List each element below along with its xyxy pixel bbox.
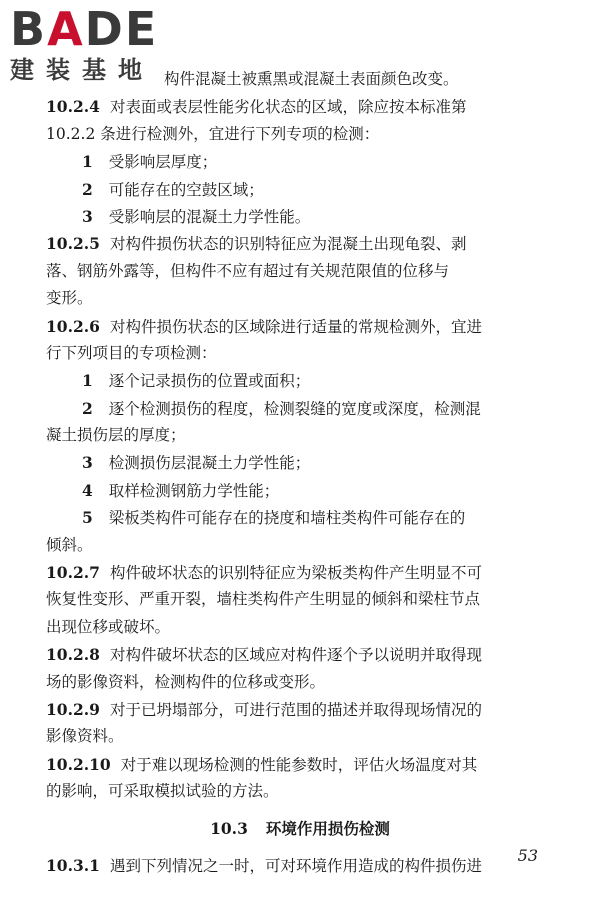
logo-brand-a: A bbox=[47, 2, 85, 56]
section-number: 10.3 bbox=[210, 818, 248, 838]
clause-number: 10.2.6 bbox=[46, 316, 100, 336]
list-item-continuation: 凝土损伤层的厚度； bbox=[46, 426, 186, 445]
clause-text: 对于难以现场检测的性能参数时，评估火场温度对其 bbox=[120, 755, 478, 774]
logo-subtitle: 建装基地 bbox=[10, 56, 154, 84]
item-text: 逐个检测损伤的程度，检测裂缝的宽度或深度，检测混 bbox=[108, 399, 481, 418]
section-heading: 环境作用损伤检测 bbox=[265, 818, 390, 838]
logo-brand-pre: B bbox=[10, 2, 48, 56]
item-number: 4 bbox=[82, 480, 93, 500]
clause-text: 对构件损伤状态的区域除进行适量的常规检测外，宜进 bbox=[109, 317, 482, 336]
list-item bbox=[46, 395, 554, 422]
item-number: 5 bbox=[82, 508, 93, 528]
clause-number: 10.2.10 bbox=[46, 754, 111, 774]
clause-10-2-9-line-1 bbox=[46, 696, 554, 723]
clause-text: 对构件损伤状态的识别特征应为混凝土出现龟裂、剥 bbox=[109, 235, 467, 254]
clause-10-2-7-line-3: 出现位移或破坏。 bbox=[46, 617, 171, 636]
logo-brand-post: DE bbox=[84, 2, 159, 56]
item-number: 1 bbox=[82, 371, 93, 391]
clause-10-2-8-line-1 bbox=[46, 641, 554, 668]
item-number: 1 bbox=[82, 152, 93, 172]
clause-text: 对构件破坏状态的区域应对构件逐个予以说明并取得现 bbox=[109, 646, 482, 665]
clause-10-2-4-line-1 bbox=[46, 93, 554, 120]
clause-number: 10.2.4 bbox=[46, 97, 100, 117]
item-text: 取样检测钢筋力学性能； bbox=[108, 481, 280, 500]
top-fragment: 构件混凝土被熏黑或混凝土表面颜色改变。 bbox=[164, 70, 459, 88]
list-item-continuation: 倾斜。 bbox=[46, 535, 93, 554]
list-item bbox=[46, 203, 554, 230]
item-number: 2 bbox=[82, 179, 93, 199]
item-text: 受影响层厚度； bbox=[108, 153, 218, 172]
clause-number: 10.2.9 bbox=[46, 699, 100, 719]
clause-10-2-9-line-2: 影像资料。 bbox=[46, 727, 124, 746]
list-item bbox=[46, 477, 554, 504]
clause-number: 10.2.7 bbox=[46, 563, 100, 583]
list-item bbox=[46, 504, 554, 531]
clause-number: 10.2.5 bbox=[46, 234, 100, 254]
list-item bbox=[46, 367, 554, 394]
clause-10-2-10-line-2: 的影响，可采取模拟试验的方法。 bbox=[46, 782, 279, 801]
page-number: 53 bbox=[517, 846, 538, 865]
clause-10-3-1-line-1 bbox=[46, 852, 554, 879]
item-number: 3 bbox=[82, 453, 93, 473]
clause-10-2-5-line-2: 落、钢筋外露等，但构件不应有超过有关规范限值的位移与 bbox=[46, 261, 450, 280]
clause-10-2-5-line-3: 变形。 bbox=[46, 289, 93, 308]
clause-10-2-10-line-1 bbox=[46, 751, 554, 778]
clause-text: 遇到下列情况之一时，可对环境作用造成的构件损伤进 bbox=[109, 856, 482, 875]
item-number: 2 bbox=[82, 398, 93, 418]
list-item bbox=[46, 148, 554, 175]
clause-text: 对表面或表层性能劣化状态的区域，除应按本标准第 bbox=[109, 98, 467, 117]
section-title bbox=[46, 815, 554, 842]
item-number: 3 bbox=[82, 206, 93, 226]
item-text: 梁板类构件可能存在的挠度和墙柱类构件可能存在的 bbox=[108, 509, 466, 528]
list-item bbox=[46, 176, 554, 203]
clause-text: 构件破坏状态的识别特征应为梁板类构件产生明显不可 bbox=[109, 564, 482, 583]
clause-10-2-5-line-1 bbox=[46, 230, 554, 257]
item-text: 受影响层的混凝土力学性能。 bbox=[108, 207, 311, 226]
clause-10-2-4-line-2: 10.2.2 条进行检测外，宜进行下列专项的检测： bbox=[46, 124, 380, 143]
clause-10-2-7-line-1 bbox=[46, 559, 554, 586]
clause-number: 10.2.8 bbox=[46, 645, 100, 665]
item-text: 逐个记录损伤的位置或面积； bbox=[108, 372, 311, 391]
clause-number: 10.3.1 bbox=[46, 855, 100, 875]
clause-10-2-8-line-2: 场的影像资料，检测构件的位移或变形。 bbox=[46, 672, 326, 691]
page-body bbox=[46, 66, 554, 879]
clause-text: 对于已坍塌部分，可进行范围的描述并取得现场情况的 bbox=[109, 700, 482, 719]
list-item bbox=[46, 449, 554, 476]
logo-brand bbox=[10, 2, 180, 56]
clause-10-2-6-line-1 bbox=[46, 313, 554, 340]
item-text: 可能存在的空鼓区域； bbox=[108, 180, 264, 199]
clause-10-2-7-line-2: 恢复性变形、严重开裂，墙柱类构件产生明显的倾斜和梁柱节点 bbox=[46, 590, 481, 609]
clause-10-2-6-line-2: 行下列项目的专项检测： bbox=[46, 343, 217, 362]
item-text: 检测损伤层混凝土力学性能； bbox=[108, 454, 311, 473]
